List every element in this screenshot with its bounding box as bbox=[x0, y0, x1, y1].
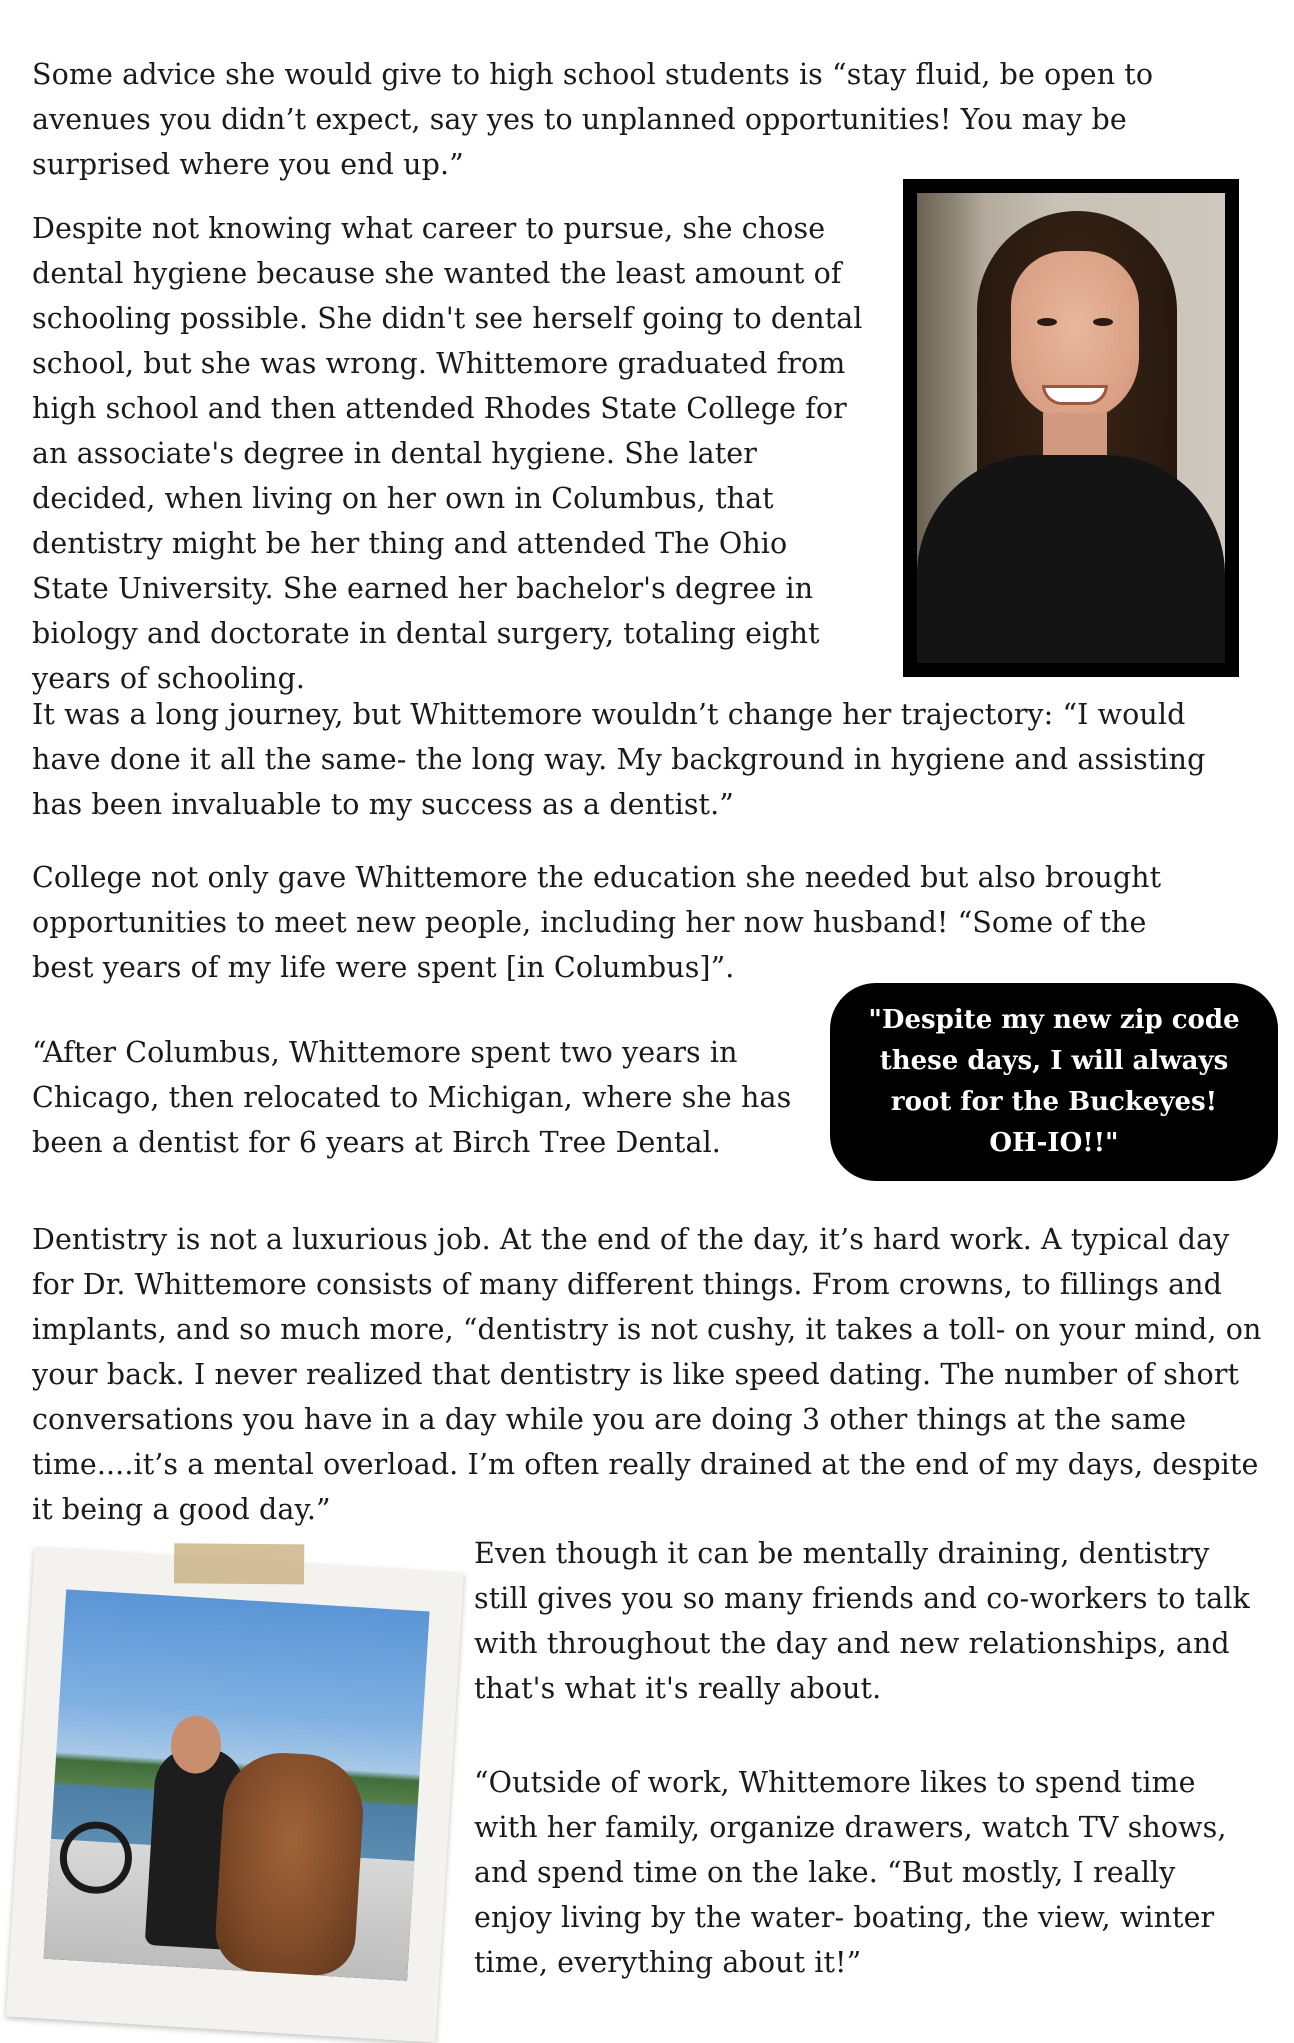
pull-quote-text: "Despite my new zip code these days, I will always root for the Buckeyes! OH-IO!!" bbox=[868, 1005, 1240, 1158]
college-paragraph: College not only gave Whittemore the education she needed but also brought opportunities to meet new people, including her now husband! “Some of the best years of my life were spent [in Columbus]”. bbox=[32, 861, 1162, 984]
advice-paragraph: Some advice she would give to high school students is “stay fluid, be open to avenues you didn’t expect, say yes to unplanned opportunities! You may be surprised where you end up.” bbox=[32, 58, 1154, 181]
portrait-photo bbox=[917, 193, 1225, 663]
boat-dog-photo bbox=[44, 1589, 430, 1981]
portrait-photo-frame bbox=[903, 179, 1239, 677]
relationships-paragraph: Even though it can be mentally draining, dentistry still gives you so many friends and co-workers to talk with throughout the day and new relationships, and that's what it's really about. bbox=[474, 1537, 1250, 1705]
journey-paragraph: It was a long journey, but Whittemore wouldn’t change her trajectory: “I would have done it all the same- the long way. My background in hygiene and assisting has been invaluable to my success as a dentist.” bbox=[32, 698, 1206, 821]
workday-paragraph: Dentistry is not a luxurious job. At the end of the day, it’s hard work. A typical day for Dr. Whittemore consists of many different things. From crowns, to fillings and implants, and so much more, “dentistry is not cushy, it takes a toll- on your mind, on your back. I never realized that dentistry is like speed dating. The number of short conversations you have in a day while you are doing 3 other things at the same time....it’s a mental overload. I’m often really drained at the end of my days, despite it being a good day.” bbox=[32, 1223, 1262, 1526]
education-paragraph: Despite not knowing what career to pursue, she chose dental hygiene because she wanted the least amount of schooling possible. She didn't see herself going to dental school, but she was wrong. Whittemore graduated from high school and then attended Rhodes State College for an associate's degree in dental hygiene. She later decided, when living on her own in Columbus, that dentistry might be her thing and attended The Ohio State University. She earned her bachelor's degree in biology and doctorate in dental surgery, totaling eight years of schooling. bbox=[32, 212, 863, 695]
pull-quote-box bbox=[830, 983, 1278, 1181]
career-paragraph: “After Columbus, Whittemore spent two years in Chicago, then relocated to Michigan, where she has been a dentist for 6 years at Birch Tree Dental. bbox=[32, 1036, 792, 1159]
lake-polaroid-photo bbox=[6, 1547, 464, 2042]
hobbies-paragraph: “Outside of work, Whittemore likes to spend time with her family, organize drawers, watch TV shows, and spend time on the lake. “But mostly, I really enjoy living by the water- boating, the view, winter time, everything about it!” bbox=[474, 1766, 1227, 1979]
tape-strip bbox=[174, 1543, 304, 1584]
